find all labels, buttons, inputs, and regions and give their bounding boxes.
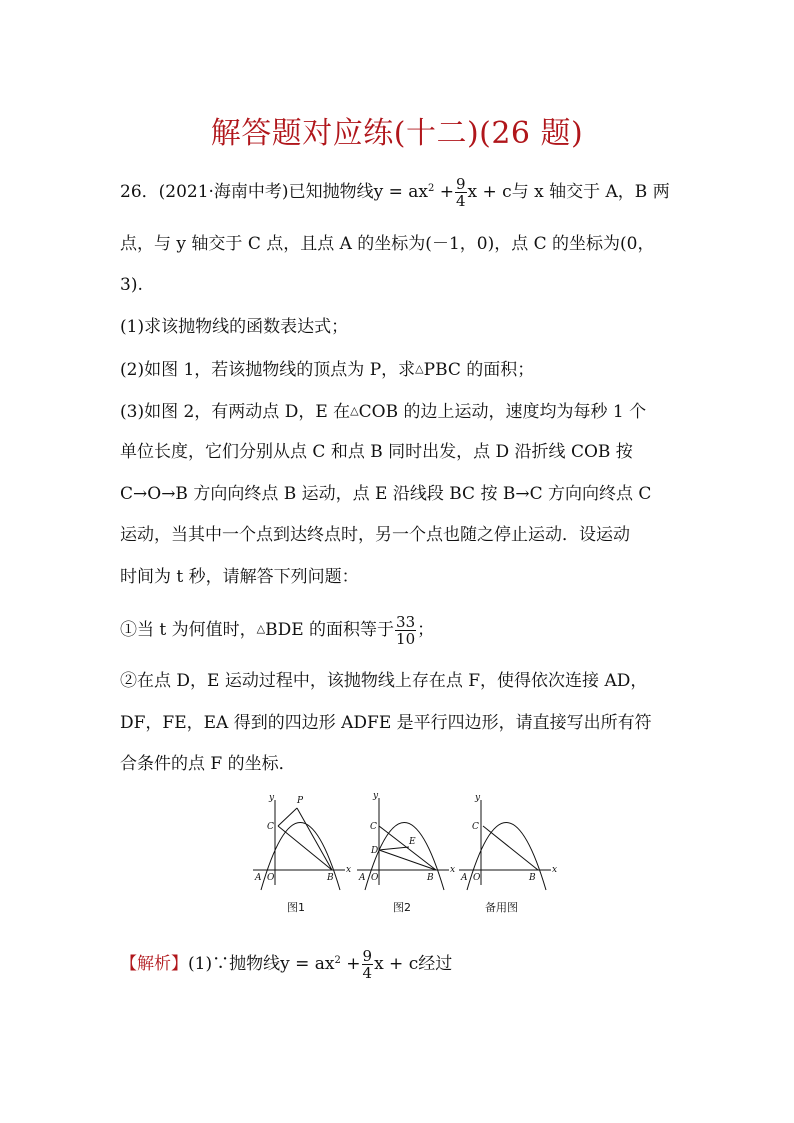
label-o: O	[267, 873, 275, 883]
fraction-numerator: 9	[362, 947, 373, 965]
label-p: P	[297, 796, 304, 806]
plus-sign: +	[346, 954, 361, 974]
page-title: 解答题对应练(十二)(26 题)	[210, 116, 584, 151]
segment-cp	[278, 808, 297, 826]
question-1: (1)求该抛物线的函数表达式；	[120, 317, 349, 337]
question-2-text-a: (2)如图 1，若该抛物线的顶点为 P，求	[120, 360, 416, 380]
label-y: y	[475, 793, 481, 803]
solution-tag: 【解析】	[120, 954, 188, 974]
label-a: A	[359, 873, 366, 883]
label-a: A	[255, 873, 262, 883]
fraction	[395, 614, 416, 647]
label-x: x	[346, 865, 352, 875]
solution-equation-a: y = ax	[280, 954, 335, 974]
equation-part-b: x + c	[467, 182, 512, 202]
label-y: y	[373, 791, 379, 801]
problem-line-2: 点，与 y 轴交于 C 点，且点 A 的坐标为(－1，0)，点 C 的坐标为(0，	[120, 234, 655, 254]
label-a: A	[461, 873, 468, 883]
segment-cb	[278, 826, 332, 870]
sub-question-2-line-3: 合条件的点 F 的坐标．	[120, 754, 296, 774]
segment-cb	[483, 826, 538, 870]
label-b: B	[529, 873, 536, 883]
equation-part-a: y = ax	[373, 182, 428, 202]
segment-cb	[379, 826, 436, 870]
solution-line	[120, 948, 452, 981]
label-y: y	[269, 793, 275, 803]
question-3-text-b: COB 的边上运动，速度均为每秒 1 个	[358, 402, 647, 422]
question-2	[120, 358, 534, 381]
fraction	[455, 176, 467, 209]
label-o: O	[473, 873, 481, 883]
question-3-line-4: 运动，当其中一个点到达终点时，另一个点也随之停止运动．设运动	[120, 525, 630, 545]
problem-line-1	[120, 176, 670, 209]
label-d: D	[371, 846, 379, 856]
problem-line-3: 3).	[120, 275, 143, 295]
exponent: 2	[427, 183, 435, 194]
sub-question-1-text-b: BDE 的面积等于	[265, 620, 395, 640]
caption-figure-1: 图1	[287, 901, 305, 914]
label-b: B	[327, 873, 334, 883]
question-2-text-b: PBC 的面积；	[423, 360, 535, 380]
caption-backup-figure: 备用图	[485, 901, 518, 914]
figure-group	[245, 790, 565, 920]
problem-line-1-end: 与 x 轴交于 A，B 两	[511, 182, 670, 202]
sub-question-2: ②在点 D，E 运动过程中，该抛物线上存在点 F，使得依次连接 AD，	[120, 671, 648, 691]
triangle-symbol: △	[415, 362, 424, 375]
label-o: O	[371, 873, 379, 883]
fraction-denominator: 4	[362, 964, 373, 982]
segment-pb	[297, 808, 332, 870]
label-x: x	[450, 865, 456, 875]
label-c: C	[267, 822, 274, 832]
caption-figure-2: 图2	[393, 901, 411, 914]
question-3-text-a: (3)如图 2，有两动点 D，E 在	[120, 402, 351, 422]
solution-equation-b: x + c	[374, 954, 419, 974]
question-3	[120, 400, 646, 423]
question-3-line-2: 单位长度，它们分别从点 C 和点 B 同时出发，点 D 沿折线 COB 按	[120, 442, 633, 462]
question-3-line-5: 时间为 t 秒，请解答下列问题：	[120, 567, 359, 587]
fraction	[362, 948, 374, 981]
sub-question-1-text-a: ①当 t 为何值时，	[120, 620, 257, 640]
exponent: 2	[334, 955, 341, 966]
fraction-denominator: 4	[456, 192, 466, 210]
solution-text-a: (1)∵抛物线	[188, 954, 281, 974]
label-c: C	[370, 822, 377, 832]
fraction-denominator: 10	[396, 630, 416, 648]
problem-intro: 26．(2021·海南中考)已知抛物线	[120, 182, 374, 202]
label-b: B	[427, 873, 434, 883]
segment-de	[379, 847, 409, 850]
sub-question-1-end: ；	[417, 620, 435, 640]
triangle-symbol: △	[256, 622, 266, 635]
label-c: C	[472, 822, 479, 832]
question-3-line-3: C→O→B 方向向终点 B 运动，点 E 沿线段 BC 按 B→C 方向向终点 C	[120, 484, 652, 504]
label-e: E	[409, 837, 416, 847]
solution-text-b: 经过	[418, 954, 453, 974]
label-x: x	[552, 865, 558, 875]
plus-sign: +	[439, 182, 454, 202]
sub-question-1	[120, 614, 434, 647]
segment-db	[379, 850, 436, 870]
sub-question-2-line-2: DF，FE，EA 得到的四边形 ADFE 是平行四边形，请直接写出所有符	[120, 713, 652, 733]
fraction-numerator: 33	[396, 613, 416, 631]
fraction-numerator: 9	[456, 175, 466, 193]
triangle-symbol: △	[350, 404, 359, 417]
